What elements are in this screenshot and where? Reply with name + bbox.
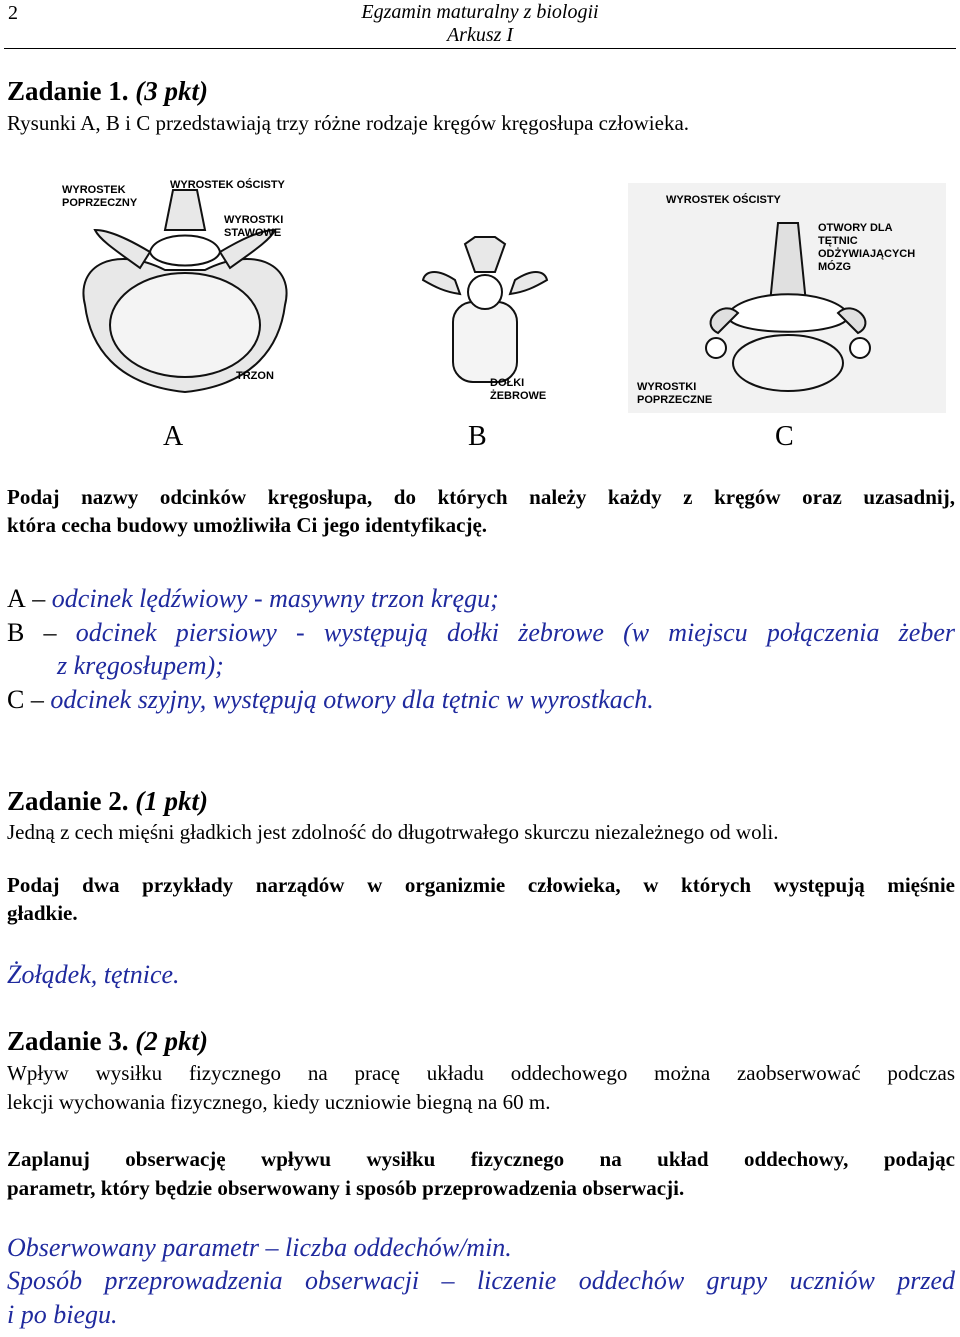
page-number: 2 — [8, 2, 18, 24]
task3-heading — [7, 1026, 208, 1057]
exam-sheet: Arkusz I — [446, 24, 514, 46]
label-wyrostki-poprzeczne: WYROSTKI POPRZECZNE — [637, 381, 713, 406]
task1-question-line1: Podaj nazwy odcinków kręgosłupa, do których należy każdy z kręgów oraz uzasadnij, — [7, 485, 955, 509]
vertebra-b-drawing — [415, 232, 555, 392]
task1-title: Zadanie 1. — [7, 76, 129, 106]
task1-answer-a: A – odcinek lędźwiowy - masywny trzon kręgu; — [7, 584, 499, 613]
task3-title: Zadanie 3. — [7, 1026, 129, 1056]
task3-question-line1: Zaplanuj obserwację wpływu wysiłku fizycznego na układ oddechowy, podając — [7, 1147, 955, 1171]
task2-points: (1 pkt) — [135, 786, 209, 816]
task1-answer-c: C – odcinek szyjny, występują otwory dla tętnic w wyrostkach. — [7, 685, 654, 714]
task1-question-line2: która cecha budowy umożliwiła Ci jego identyfikację. — [7, 513, 488, 537]
label-otwory-tetnic: OTWORY DLA TĘTNIC ODŻYWIAJĄCYCH MÓZG — [818, 222, 916, 273]
vertebra-c-drawing — [628, 183, 946, 413]
label-wyrostek-poprzeczny: WYROSTEK POPRZECZNY — [62, 184, 138, 209]
label-wyrostek-oscisty-c: WYROSTEK OŚCISTY — [666, 194, 781, 206]
figure-letter-b: B — [468, 421, 487, 452]
task1-answer-b-cont: z kręgosłupem); — [57, 651, 224, 680]
label-dolki-zebrowe: DOŁKI ŻEBROWE — [490, 377, 547, 402]
task2-title: Zadanie 2. — [7, 786, 129, 816]
task1-answer-b: B – odcinek piersiowy - występują dołki żebrowe (w miejscu połączenia żeber — [7, 618, 956, 647]
task3-points: (2 pkt) — [135, 1026, 209, 1056]
task3-intro-line1: Wpływ wysiłku fizycznego na pracę układu oddechowego można zaobserwować podczas — [7, 1061, 955, 1085]
task2-question-line2: gładkie. — [7, 901, 78, 925]
task3-question-line2: parametr, który będzie obserwowany i sposób przeprowadzenia obserwacji. — [7, 1176, 685, 1200]
task3-answer-line2: Sposób przeprowadzenia obserwacji – liczenie oddechów grupy uczniów przed — [7, 1266, 955, 1295]
label-trzon: TRZON — [236, 370, 274, 382]
task1-intro: Rysunki A, B i C przedstawiają trzy różne rodzaje kręgów kręgosłupa człowieka. — [7, 111, 690, 135]
task2-answer: Żołądek, tętnice. — [7, 960, 180, 989]
task3-answer-line3: i po biegu. — [7, 1300, 118, 1329]
task2-question-line1: Podaj dwa przykłady narządów w organizmie człowieka, w których występują mięśnie — [7, 873, 955, 897]
header-rule — [4, 48, 956, 49]
task1-points: (3 pkt) — [135, 76, 209, 106]
task3-intro-line2: lekcji wychowania fizycznego, kiedy uczniowie biegną na 60 m. — [7, 1090, 551, 1114]
task1-heading — [7, 76, 208, 107]
task2-heading — [7, 786, 208, 817]
label-wyrostek-oscisty-a: WYROSTEK OŚCISTY — [170, 179, 285, 191]
exam-title: Egzamin maturalny z biologii — [361, 1, 599, 23]
label-wyrostki-stawowe: WYROSTKI STAWOWE — [224, 214, 284, 239]
figure-letter-c: C — [775, 421, 794, 452]
task2-intro: Jedną z cech mięśni gładkich jest zdolność do długotrwałego skurczu niezależnego od woli. — [7, 820, 779, 844]
figure-letter-a: A — [163, 421, 184, 452]
task3-answer-line1: Obserwowany parametr – liczba oddechów/min. — [7, 1233, 512, 1262]
